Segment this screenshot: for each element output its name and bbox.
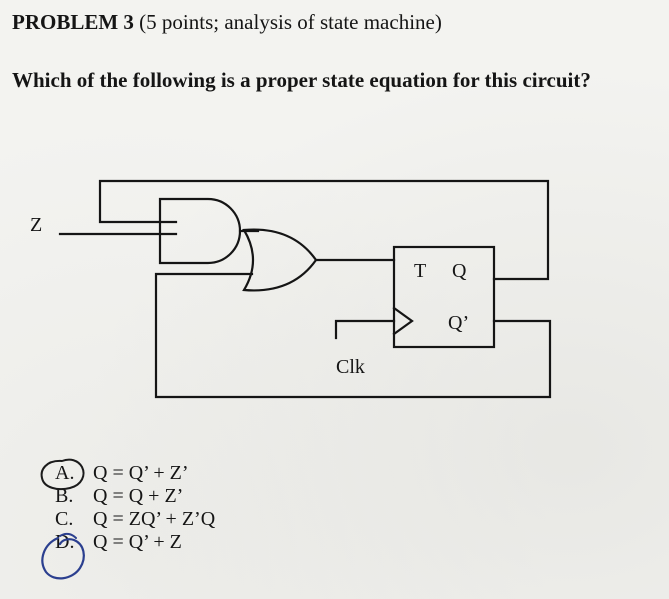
q-feedback-wire xyxy=(100,181,548,279)
qbar-feedback-wire xyxy=(156,274,550,397)
answer-options xyxy=(55,462,215,554)
clock-triangle xyxy=(394,308,412,334)
clock-label: Clk xyxy=(336,356,365,378)
input-z-label: Z xyxy=(30,214,43,236)
flipflop-q-label: Q xyxy=(452,260,467,282)
option-d-equation: Q = Q’ + Z xyxy=(93,531,182,553)
t-flipflop xyxy=(394,247,494,347)
flipflop-t-label: T xyxy=(414,260,427,282)
clock-wire xyxy=(336,321,394,338)
option-d[interactable] xyxy=(55,531,215,554)
option-b-letter: B. xyxy=(55,485,74,507)
problem-title: PROBLEM 3 xyxy=(12,10,134,34)
option-a-letter: A. xyxy=(55,462,75,484)
flipflop-qbar-label: Q’ xyxy=(448,312,470,334)
option-d-letter: D. xyxy=(55,531,75,553)
option-c-letter: C. xyxy=(55,508,74,530)
problem-subtitle: (5 points; analysis of state machine) xyxy=(139,10,442,34)
option-c[interactable] xyxy=(55,508,215,531)
or-gate xyxy=(244,230,316,291)
option-c-equation: Q = ZQ’ + Z’Q xyxy=(93,508,216,530)
and-gate xyxy=(160,199,240,263)
option-b-equation: Q = Q + Z’ xyxy=(93,485,184,507)
option-b[interactable] xyxy=(55,485,215,508)
question-text: Which of the following is a proper state equation for this circuit? xyxy=(12,68,591,92)
option-a-equation: Q = Q’ + Z’ xyxy=(93,462,189,484)
option-a[interactable] xyxy=(55,462,215,485)
